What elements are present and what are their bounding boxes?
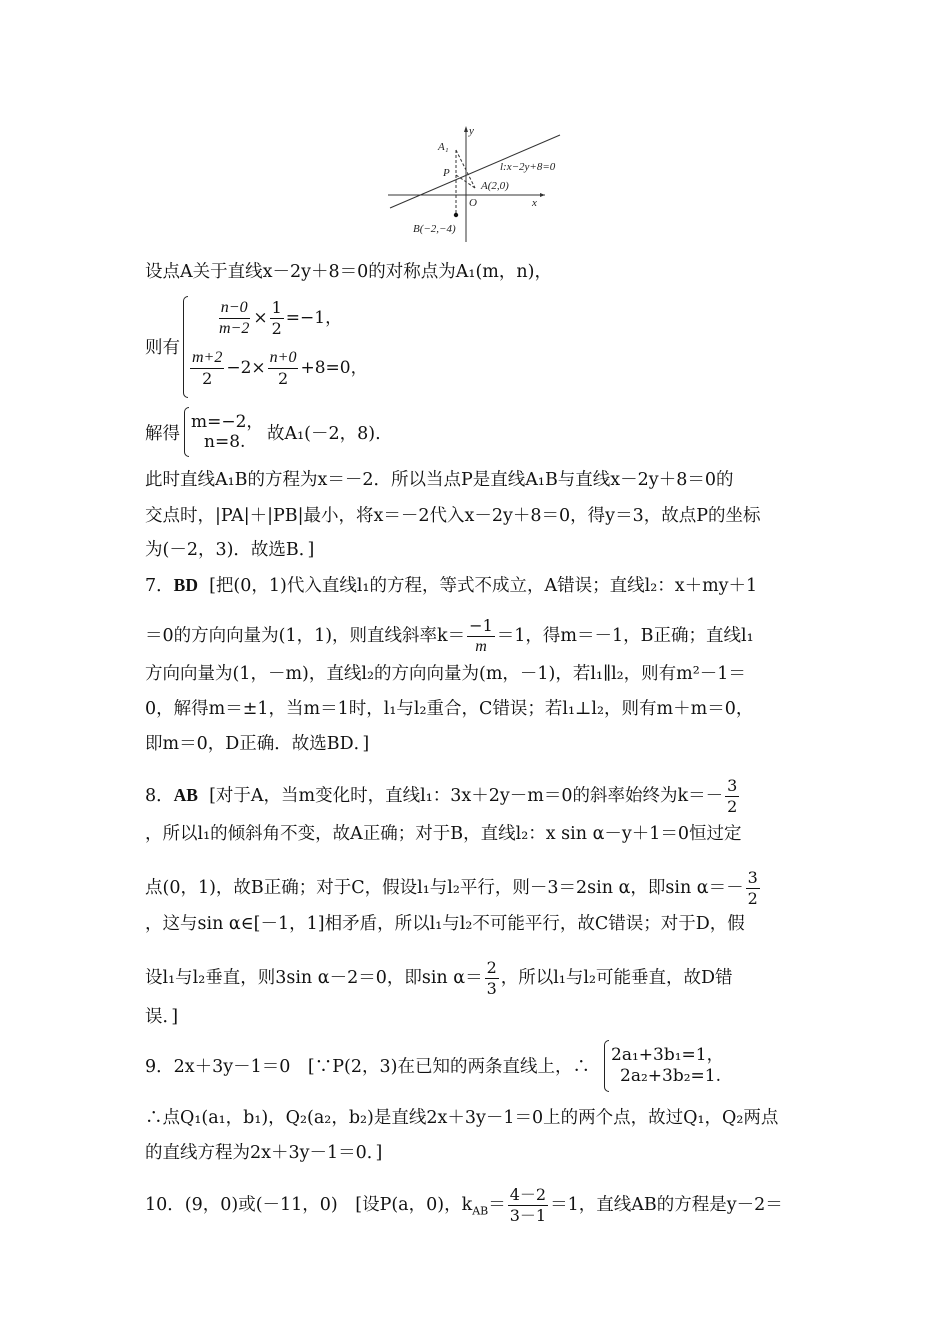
origin-label: O <box>469 197 477 209</box>
q7-line-2: ＝0的方向向量为(1，1)，则直线斜率k＝ $\frac{-1}{m}$ ＝1，得m＝－1，B正确；直线l₁ <box>145 616 754 655</box>
q9-sys-row1: 2a₁+3b₁=1， <box>611 1045 724 1065</box>
frac-two-thirds: $\frac{2}{3}$ <box>486 958 497 998</box>
para-conclusion-1: 此时直线A₁B的方程为x＝－2．所以当点P是直线A₁B与直线x－2y＋8＝0的 <box>145 470 734 490</box>
frac-n0-m2: $\frac{n-0}{m-2}$ <box>219 299 250 337</box>
frac-three-halves-1: $\frac{3}{2}$ <box>727 776 738 816</box>
sys1-prefix: 则有 <box>145 338 180 358</box>
y-axis-label: y <box>469 125 474 137</box>
para-conclusion-3: 为(－2，3)．故选B．] <box>145 540 315 560</box>
sys1-row1: $\frac{n-0}{m-2}$ × $\frac{1}{2}$ =−1， <box>219 298 343 338</box>
x-axis-label: x <box>532 197 537 209</box>
sys2-row2: n=8. <box>204 432 246 452</box>
q8-line-4: ，这与sin α∈[－1，1]相矛盾，所以l₁与l₂不可能平行，故C错误；对于D，假 <box>145 914 745 934</box>
q7-line-4: 0，解得m＝±1，当m＝1时，l₁与l₂重合，C错误；若l₁⊥l₂，则有m＋m＝0， <box>145 699 754 719</box>
q8-line-5: 设l₁与l₂垂直，则3sin α－2＝0，即sin α＝ $\frac{2}{3}$ ，所以l₁与l₂可能垂直，故D错 <box>145 958 733 998</box>
figure-svg <box>380 120 580 245</box>
q8-line-2: ，所以l₁的倾斜角不变，故A正确；对于B，直线l₂：x sin α－y＋1＝0恒过定 <box>145 824 742 844</box>
q9-sys-row2: 2a₂+3b₂=1. <box>620 1066 721 1086</box>
frac-m2-2: $\frac{m+2}{2}$ <box>192 349 223 388</box>
frac-n0-2: $\frac{n+0}{2}$ <box>269 349 297 388</box>
frac-three-halves-2: $\frac{3}{2}$ <box>747 868 758 908</box>
para-conclusion-2: 交点时，|PA|＋|PB|最小，将x＝－2代入x－2y＋8＝0，得y＝3，故点P的坐标 <box>145 506 761 526</box>
sys2-prefix: 解得 <box>145 424 180 444</box>
q7-line-1: 7．BD [把(0，1)代入直线l₁的方程，等式不成立，A错误；直线l₂：x＋my＋1 <box>145 575 758 596</box>
a-label: A(2,0) <box>481 180 509 192</box>
sys2-brace <box>184 407 189 457</box>
q9-line-3: 的直线方程为2x＋3y－1＝0．] <box>145 1143 383 1163</box>
q10-line-1: 10．(9，0)或(－11，0) [设P(a，0)，$k_{AB}=$ $\frac{4-2}{3-1}$ ＝1，直线AB的方程是y－2＝ <box>145 1185 783 1225</box>
q8-line-3: 点(0，1)，故B正确；对于C，假设l₁与l₂平行，则－3＝2sin α，即sin α＝－ $\frac{3}{2}$ <box>145 868 758 908</box>
q7-answer: BD <box>173 575 198 595</box>
a1-label: A₁ <box>438 141 449 153</box>
q8-answer: AB <box>173 785 198 805</box>
para-symmetric-point: 设点A关于直线x－2y＋8＝0的对称点为A₁(m，n)， <box>145 262 552 282</box>
q8-line-1: 8．AB [对于A，当m变化时，直线l₁：3x＋2y－m＝0的斜率始终为k＝－ $\frac{3}{2}$ <box>145 776 738 816</box>
q7-line-5: 即m＝0，D正确．故选BD．] <box>145 734 370 754</box>
coordinate-figure <box>380 120 580 245</box>
sys1-row2: $\frac{m+2}{2}$ −2× $\frac{n+0}{2}$ +8=0， <box>192 349 368 388</box>
p-label: P <box>443 167 450 179</box>
q8-line-6: 误．] <box>145 1007 179 1027</box>
q7-line-3: 方向向量为(1，－m)，直线l₂的方向向量为(m，－1)，若l₁∥l₂，则有m²－1＝ <box>145 664 746 684</box>
y-axis-arrow-icon <box>464 126 468 132</box>
frac-slope-ab: $\frac{4-2}{3-1}$ <box>509 1185 547 1225</box>
q9-line-1: 9．2x＋3y－1＝0 [∵P(2，3)在已知的两条直线上，∴ <box>145 1057 590 1077</box>
x-axis-arrow-icon <box>540 193 545 197</box>
sys2-row1: m=−2， <box>191 412 264 432</box>
b-label: B(−2,−4) <box>413 223 456 235</box>
frac-slope-k: $\frac{-1}{m}$ <box>469 616 493 655</box>
point-b-dot <box>454 213 458 217</box>
line-l-label: l:x−2y+8=0 <box>500 161 556 173</box>
q9-line-2: ∴点Q₁(a₁，b₁)，Q₂(a₂，b₂)是直线2x＋3y－1＝0上的两个点，故过Q₁，Q₂两点 <box>145 1108 779 1128</box>
frac-half: $\frac{1}{2}$ <box>271 298 282 338</box>
sys2-suffix: 故A₁(－2，8). <box>267 424 381 444</box>
q9-brace <box>604 1040 609 1092</box>
